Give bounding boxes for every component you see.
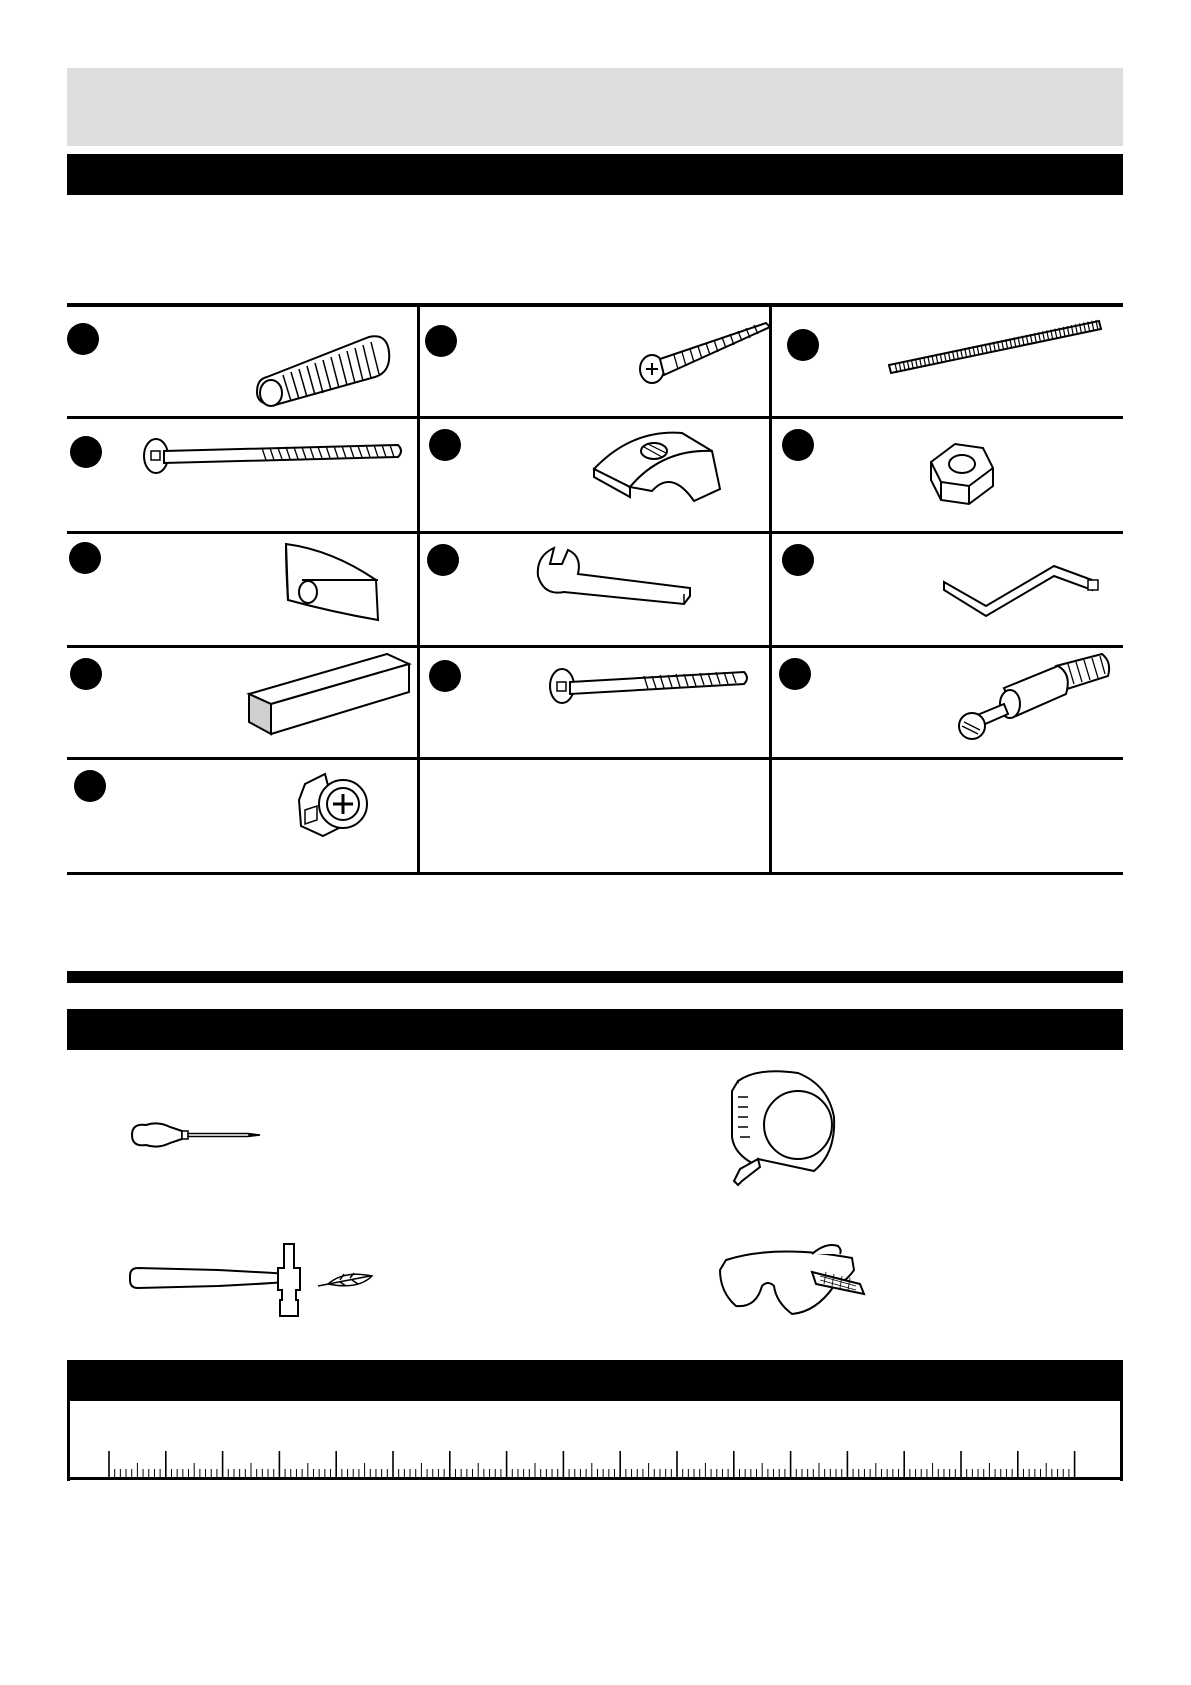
fitting-cell-connector-bolt (67, 419, 417, 531)
fitting-cell-curved-nut-block (420, 419, 770, 531)
fitting-cell-spanner (420, 534, 770, 646)
cam-lock-icon (295, 770, 375, 850)
fitting-cell-short-connector-bolt (420, 648, 770, 760)
tool-hammer (128, 1240, 388, 1320)
fittings-section-bar (67, 154, 1123, 195)
cam-bolt-icon (952, 652, 1122, 752)
fitting-badge (69, 542, 101, 574)
fitting-cell-wedge-block (67, 534, 417, 646)
fitting-cell-empty (420, 760, 770, 872)
tool-safety-glasses (716, 1242, 866, 1322)
fitting-cell-dowel (67, 307, 417, 419)
fitting-badge (782, 544, 814, 576)
fitting-badge (779, 658, 811, 690)
fitting-badge (70, 658, 102, 690)
spanner-icon (534, 546, 704, 616)
fitting-cell-cam-bolt (772, 648, 1122, 760)
safety-glasses-icon (716, 1242, 866, 1322)
screw-icon (638, 319, 778, 389)
screwdriver-icon (128, 1115, 268, 1155)
short-connector-bolt-icon (548, 658, 748, 718)
tool-tape-measure (718, 1067, 838, 1192)
grid-bottom-border (67, 872, 1123, 875)
fitting-badge (74, 770, 106, 802)
ruler-scale (67, 1438, 1123, 1478)
fitting-badge (429, 429, 461, 461)
fitting-badge (427, 544, 459, 576)
curved-nut-block-icon (592, 429, 732, 519)
fitting-cell-cam-lock (67, 760, 417, 872)
fitting-cell-hex-nut (772, 419, 1122, 531)
dowel-icon (257, 317, 397, 407)
fitting-cell-allen-key (772, 534, 1122, 646)
fitting-badge (425, 325, 457, 357)
connector-bolt-icon (142, 431, 402, 481)
threaded-rod-icon (887, 319, 1107, 379)
page-header-band (67, 68, 1123, 146)
tool-screwdriver (128, 1115, 268, 1155)
fitting-cell-empty (772, 760, 1122, 872)
section-separator (67, 971, 1123, 983)
hammer-icon (128, 1240, 388, 1320)
fitting-cell-threaded-rod (772, 307, 1122, 419)
tools-section-bar (67, 1009, 1123, 1050)
wedge-block-icon (282, 540, 402, 630)
fitting-cell-screw (420, 307, 770, 419)
wood-block-icon (247, 648, 417, 738)
allen-key-icon (942, 556, 1112, 626)
fitting-badge (67, 323, 99, 355)
fitting-cell-wood-block (67, 648, 417, 760)
fitting-badge (429, 660, 461, 692)
ruler-section-bar (67, 1360, 1123, 1401)
tape-measure-icon (718, 1067, 838, 1192)
fitting-badge (782, 429, 814, 461)
fitting-badge (70, 436, 102, 468)
fitting-badge (787, 329, 819, 361)
hex-nut-icon (927, 434, 1007, 514)
